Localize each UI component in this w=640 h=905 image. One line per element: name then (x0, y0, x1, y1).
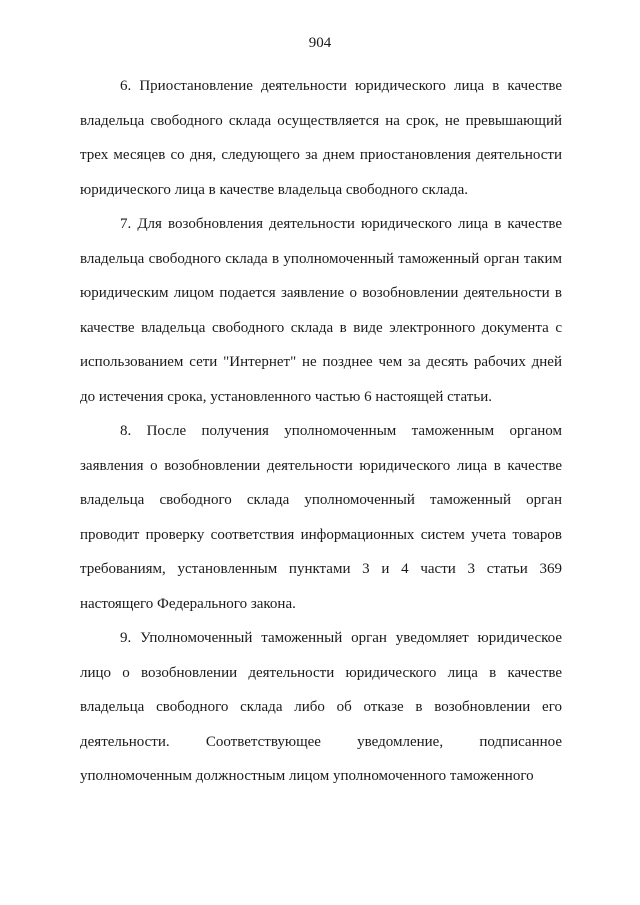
paragraph-7: 7. Для возобновления деятельности юридического лица в качестве владельца свободного склада в уполномоченный таможенный орган таким юридическим лицом подается заявление о возобновлении деятельности в качестве владельца свободного склада в виде электронного документа с использованием сети "Интернет" не позднее чем за десять рабочих дней до истечения срока, установленного частью 6 настоящей статьи. (80, 216, 562, 405)
document-body (80, 69, 562, 794)
page-number: 904 (308, 35, 332, 51)
paragraph-9: 9. Уполномоченный таможенный орган уведомляет юридическое лицо о возобновлении деятельности юридического лица в качестве владельца свободного склада либо об отказе в возобновлении его деятельности. Соответствующее уведомление, подписанное уполномоченным должностным лицом уполномоченного таможенного (80, 630, 562, 784)
paragraph-6: 6. Приостановление деятельности юридического лица в качестве владельца свободного склада осуществляется на срок, не превышающий трех месяцев со дня, следующего за днем приостановления деятельности юридического лица в качестве владельца свободного склада. (80, 78, 562, 198)
paragraph-8: 8. После получения уполномоченным таможенным органом заявления о возобновлении деятельности юридического лица в качестве владельца свободного склада уполномоченный таможенный орган проводит проверку соответствия информационных систем учета товаров требованиям, установленным пунктами 3 и 4 части 3 статьи 369 настоящего Федерального закона. (80, 423, 562, 612)
